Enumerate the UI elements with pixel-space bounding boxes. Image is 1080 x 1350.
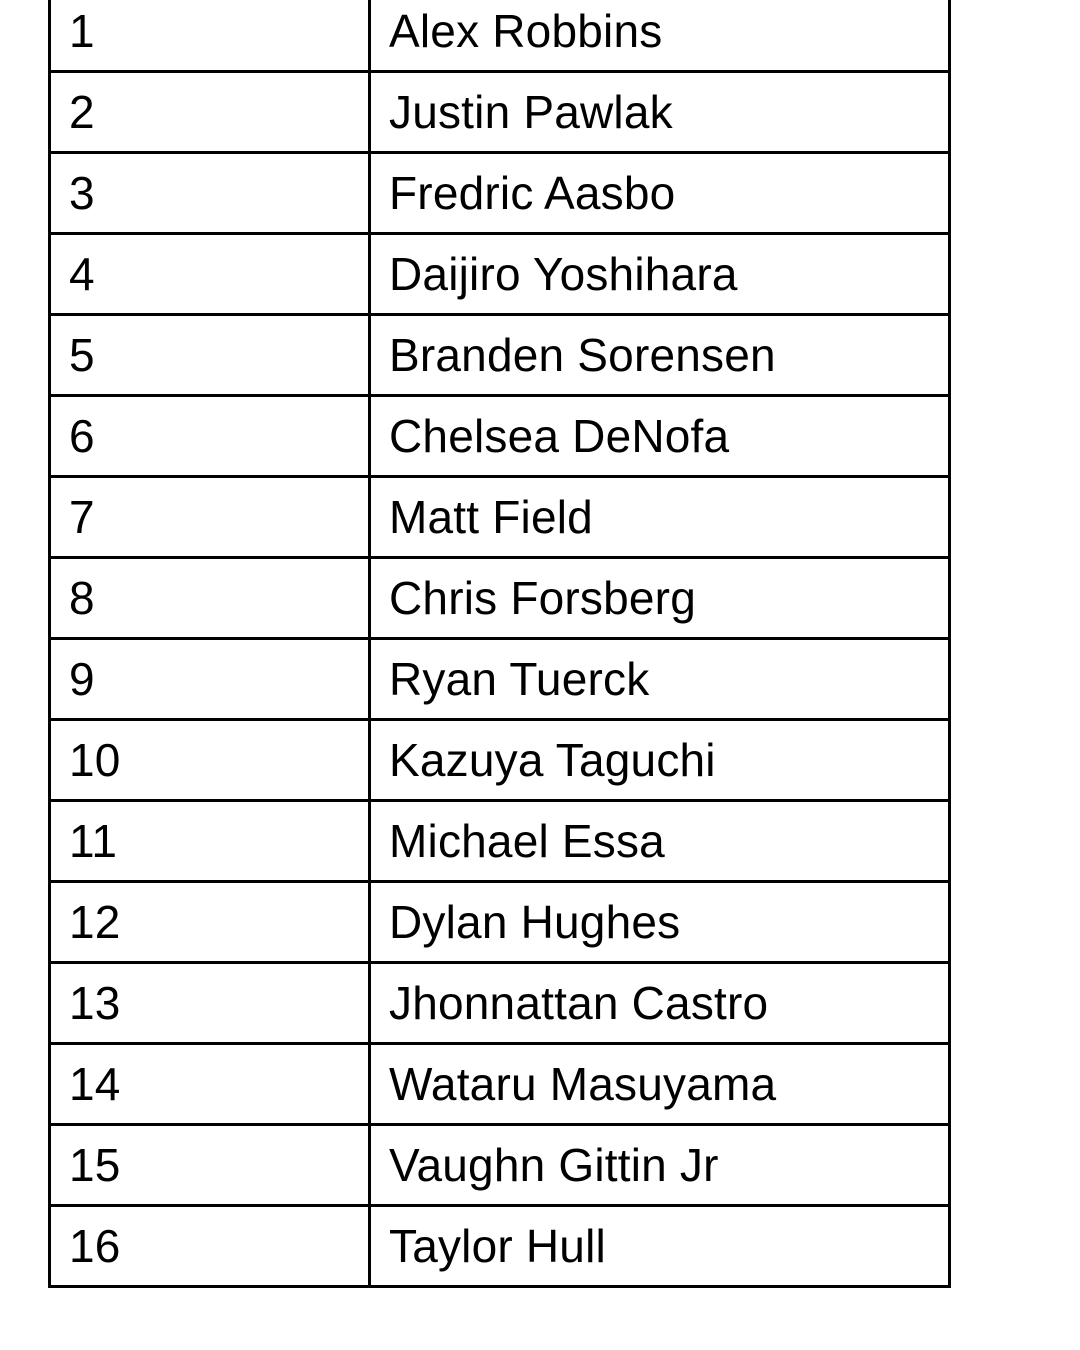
position-value: 6 [69,410,95,462]
position-value: 12 [69,896,121,948]
table-cell-position [50,1044,370,1125]
table-cell-position [50,801,370,882]
driver-name: Chris Forsberg [389,572,696,624]
table-cell-driver [370,963,950,1044]
table-row [50,72,950,153]
driver-name: Michael Essa [389,815,665,867]
table-cell-position [50,477,370,558]
table-cell-driver [370,153,950,234]
table-row [50,558,950,639]
table-row [50,963,950,1044]
table-row [50,0,950,72]
position-value: 8 [69,572,95,624]
table-cell-driver [370,396,950,477]
driver-name: Daijiro Yoshihara [389,248,738,300]
driver-name: Ryan Tuerck [389,653,650,705]
table-row [50,801,950,882]
table-row [50,315,950,396]
driver-name: Matt Field [389,491,593,543]
table-cell-driver [370,882,950,963]
table-cell-driver [370,639,950,720]
table-cell-position [50,720,370,801]
driver-name: Wataru Masuyama [389,1058,777,1110]
position-value: 3 [69,167,95,219]
table-row [50,1206,950,1287]
table-cell-driver [370,1044,950,1125]
position-value: 14 [69,1058,121,1110]
table-cell-driver [370,0,950,72]
table-row [50,396,950,477]
table-cell-driver [370,1125,950,1206]
table-cell-position [50,72,370,153]
position-value: 10 [69,734,121,786]
table-cell-position [50,1206,370,1287]
table-cell-position [50,0,370,72]
table-cell-driver [370,720,950,801]
position-value: 9 [69,653,95,705]
table-row [50,639,950,720]
table-cell-position [50,234,370,315]
table-cell-driver [370,558,950,639]
driver-name: Chelsea DeNofa [389,410,730,462]
position-value: 4 [69,248,95,300]
table-cell-driver [370,801,950,882]
table-cell-driver [370,72,950,153]
position-value: 13 [69,977,121,1029]
table-row [50,1044,950,1125]
driver-name: Fredric Aasbo [389,167,676,219]
table-cell-driver [370,1206,950,1287]
driver-name: Jhonnattan Castro [389,977,769,1029]
driver-name: Branden Sorensen [389,329,776,381]
table-cell-driver [370,477,950,558]
table-cell-position [50,153,370,234]
table-row [50,720,950,801]
position-value: 7 [69,491,95,543]
table-cell-position [50,558,370,639]
table-row [50,153,950,234]
driver-name: Kazuya Taguchi [389,734,716,786]
table-cell-position [50,315,370,396]
table-row [50,234,950,315]
table-cell-driver [370,234,950,315]
position-value: 15 [69,1139,121,1191]
driver-name: Justin Pawlak [389,86,673,138]
table-row [50,477,950,558]
table-row [50,1125,950,1206]
driver-name: Taylor Hull [389,1220,606,1272]
table-cell-driver [370,315,950,396]
driver-name: Vaughn Gittin Jr [389,1139,719,1191]
position-value: 16 [69,1220,121,1272]
table-row [50,882,950,963]
position-value: 11 [69,815,118,867]
driver-name: Alex Robbins [389,5,663,57]
table-cell-position [50,882,370,963]
table-cell-position [50,963,370,1044]
driver-name: Dylan Hughes [389,896,681,948]
standings-table-body [50,0,950,1287]
standings-table [48,0,951,1288]
position-value: 5 [69,329,95,381]
table-cell-position [50,396,370,477]
table-cell-position [50,1125,370,1206]
table-cell-position [50,639,370,720]
position-value: 2 [69,86,95,138]
position-value: 1 [69,5,95,57]
